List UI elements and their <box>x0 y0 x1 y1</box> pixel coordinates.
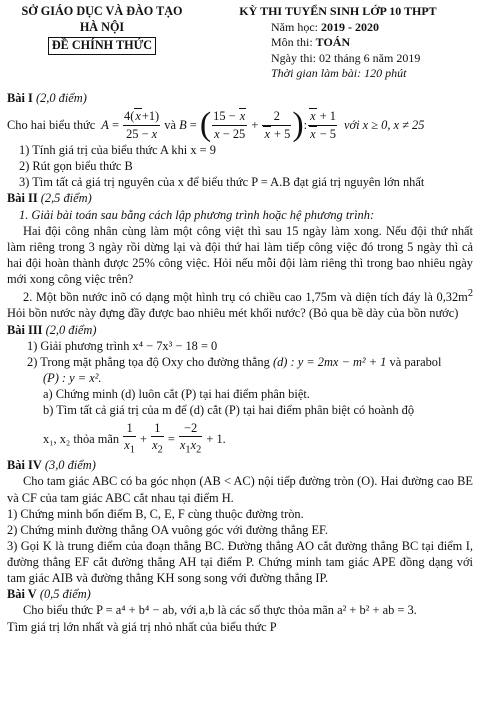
department-line2: HÀ NỘI <box>79 19 125 34</box>
problem-1-q3: 3) Tìm tất cả giá trị nguyên của x để biểu thức P = A.B đạt giá trị nguyên lớn nhất <box>19 175 425 190</box>
problem-4 <box>7 457 473 586</box>
problem-2-para1: Hai đội công nhân cùng làm một công việt thì sau 15 ngày làm xong. Nếu đội thứ nhất làm riêng trong 3 ngày rồi dừng lại và đội thứ hai làm tiếp công việc đó trong 5 ngày thì cả hai đội hoàn thành được 25% công việc. Hỏi nếu mỗi đội làm riêng thì trong bao nhiêu ngày mới xong công việc trên? <box>7 223 473 287</box>
problem-5-text: Cho biểu thức P = a⁴ + b⁴ − ab, với a,b là các số thực thỏa mãn a² + b² + ab = 3. <box>23 603 417 618</box>
problem-3 <box>7 322 473 458</box>
exam-duration: Thời gian làm bài: 120 phút <box>271 66 407 81</box>
problem-2 <box>7 190 473 321</box>
exam-title: KỲ THI TUYỂN SINH LỚP 10 THPT <box>239 4 437 18</box>
problem-4-q2: 2) Chứng minh đường thẳng OA vuông góc với đường thẳng EF. <box>7 522 329 537</box>
subject: Môn thi: TOÁN <box>271 35 351 50</box>
document-header <box>7 4 473 82</box>
problem-3-qa: a) Chứng minh (d) luôn cắt (P) tại hai điểm phân biệt. <box>43 387 310 402</box>
exam-date: Ngày thi: 02 tháng 6 năm 2019 <box>271 50 421 65</box>
problem-5 <box>7 586 473 634</box>
problem-4-intro: Cho tam giác ABC có ba góc nhọn (AB < AC) nội tiếp đường tròn (O). Hai đường cao BE và CF của tam giác ABC cắt nhau tại điểm H. <box>7 474 473 505</box>
problem-3-title: Bài III (2,0 điểm) <box>7 322 97 337</box>
problem-4-q1: 1) Chứng minh bốn điểm B, C, E, F cùng thuộc đường tròn. <box>7 506 304 521</box>
problem-3-q1: 1) Giải phương trình x⁴ − 7x³ − 18 = 0 <box>27 338 218 353</box>
problem-1-q1: 1) Tính giá trị của biểu thức A khi x = 9 <box>19 143 216 158</box>
problem-3-qb-condition: x₁, x₂ thỏa mãn $\frac{1}{x_1}$ + $\frac{1}{x_2}$ = $\frac{-2}{x_1x_2}$ + 1. <box>43 421 226 456</box>
problem-2-para2: 2. Một bồn nước inõ có dạng một hình trụ có chiều cao 1,75m và diện tích đáy là $0,32m^2$ Hỏi bồn nước này đựng đầy được bao nhiêu mét khối nước? (Bỏ qua bề dày của bồn nước) <box>7 288 473 321</box>
problem-1-q2: 2) Rút gọn biểu thức B <box>19 159 133 174</box>
problem-2-sub1: 1. Giải bài toán sau bằng cách lập phương trình hoặc hệ phương trình: <box>19 207 375 222</box>
department-block <box>7 4 197 82</box>
official-stamp: ĐỀ CHÍNH THỨC <box>48 37 156 55</box>
school-year: Năm học: 2019 - 2020 <box>271 19 379 34</box>
problem-5-title: Bài V (0,5 điểm) <box>7 587 91 602</box>
problem-1 <box>7 90 473 191</box>
problem-1-expressions: Cho hai biểu thức A = $\frac{4(x+1)}{25 - x}$ và B = ( $\frac{15 - x}{x - 25}$ + $\frac{2}{x + 5}$ ) : $\frac{x + 1}{x - 5}$ với x ≥ 0, x ≠ 25 <box>7 106 425 144</box>
department-line1: SỞ GIÁO DỤC VÀ ĐÀO TẠO <box>21 4 183 18</box>
problem-3-q2: 2) Trong mặt phẳng tọa độ Oxy cho đường thẳng (d) : y = 2mx − m² + 1 và parabol <box>27 354 442 369</box>
problem-2-title: Bài II (2,5 điểm) <box>7 191 92 206</box>
problem-3-qb: b) Tìm tất cả giá trị của m để (d) cắt (P) tại hai điểm phân biệt có hoành độ <box>43 403 415 418</box>
exam-info-block <box>203 4 473 82</box>
problem-1-title: Bài I (2,0 điểm) <box>7 90 87 105</box>
problem-3-parabola: (P) : y = x². <box>43 370 102 385</box>
problem-4-q3: 3) Gọi K là trung điểm của đoạn thẳng BC. Đường thẳng AO cắt đường thẳng BC tại điểm I, đường thẳng EF cắt đường thẳng AH tại điểm P. Chứng minh tam giác APE đồng dạng với tam giác AIB và đường thẳng KH song song với đường thẳng IP. <box>7 538 473 586</box>
problem-4-title: Bài IV (3,0 điểm) <box>7 458 96 473</box>
problem-5-text2: Tìm giá trị lớn nhất và giá trị nhỏ nhất của biểu thức P <box>7 619 277 634</box>
